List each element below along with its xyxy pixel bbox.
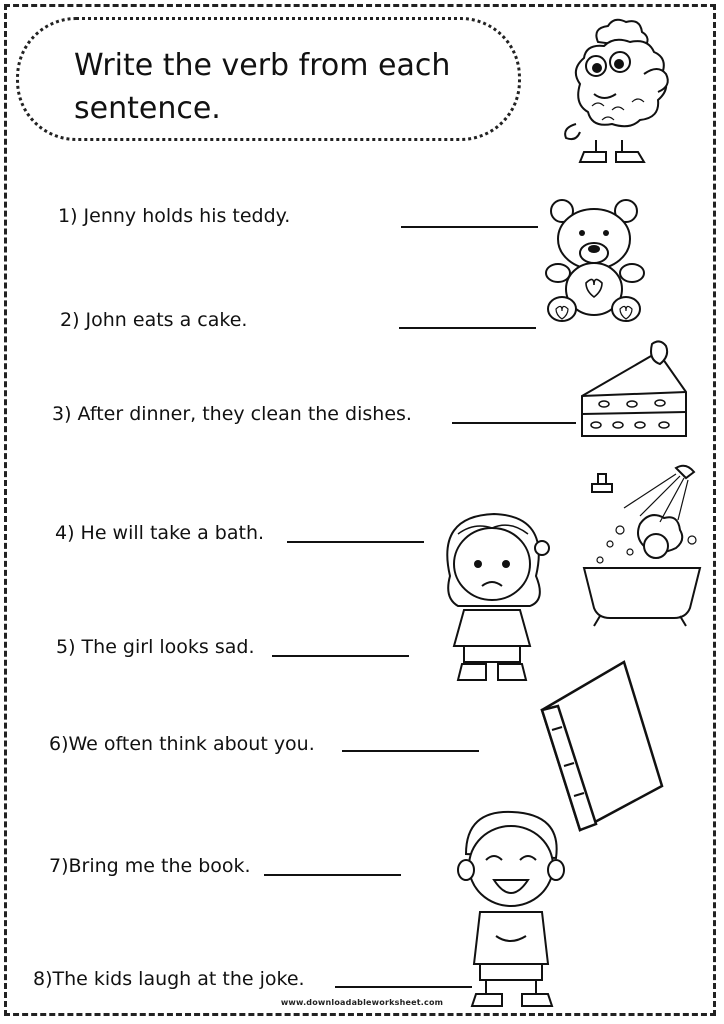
answer-blank-4[interactable] bbox=[287, 541, 424, 543]
question-5: 5) The girl looks sad. bbox=[56, 636, 255, 658]
teddy-bear-icon bbox=[540, 197, 648, 327]
question-1: 1) Jenny holds his teddy. bbox=[58, 205, 291, 227]
laughing-boy-icon bbox=[446, 808, 576, 1012]
question-8: 8)The kids laugh at the joke. bbox=[33, 968, 305, 990]
answer-blank-2[interactable] bbox=[399, 327, 536, 329]
question-3: 3) After dinner, they clean the dishes. bbox=[52, 403, 412, 425]
question-7: 7)Bring me the book. bbox=[49, 855, 251, 877]
cauliflower-character-icon bbox=[548, 14, 688, 170]
answer-blank-5[interactable] bbox=[272, 655, 409, 657]
cake-slice-icon bbox=[574, 340, 694, 446]
footer-url: www.downloadableworksheet.com bbox=[280, 998, 444, 1007]
answer-blank-1[interactable] bbox=[401, 226, 538, 228]
answer-blank-7[interactable] bbox=[264, 874, 401, 876]
question-2: 2) John eats a cake. bbox=[60, 309, 248, 331]
worksheet-title: Write the verb from each sentence. bbox=[74, 48, 451, 126]
question-4: 4) He will take a bath. bbox=[55, 522, 265, 544]
question-6: 6)We often think about you. bbox=[49, 733, 315, 755]
answer-blank-3[interactable] bbox=[452, 422, 576, 424]
answer-blank-6[interactable] bbox=[342, 750, 479, 752]
bath-tub-icon bbox=[580, 460, 710, 628]
